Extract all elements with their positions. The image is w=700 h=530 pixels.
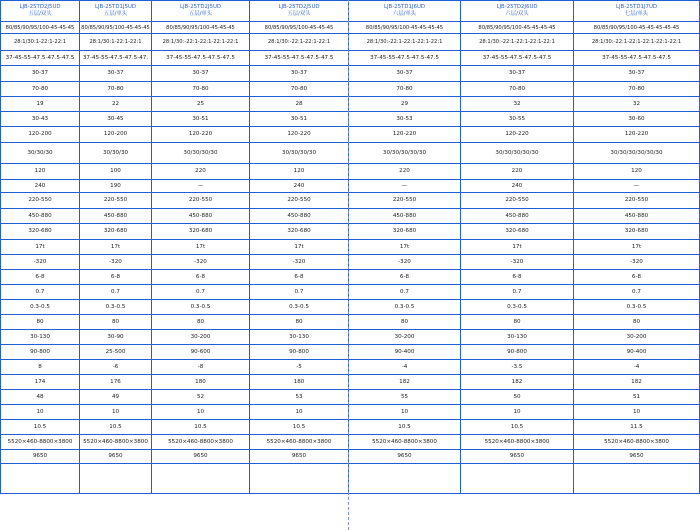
- table-cell[interactable]: 0.3-0.5: [250, 300, 349, 315]
- table-cell[interactable]: 70-80: [250, 82, 349, 97]
- table-cell[interactable]: 80: [574, 315, 700, 330]
- table-cell[interactable]: -320: [461, 255, 574, 270]
- table-cell[interactable]: [461, 464, 574, 494]
- table-cell[interactable]: 80: [152, 315, 250, 330]
- table-cell[interactable]: 28:1/30:-22:1-22:1-22:1-22:1: [461, 34, 574, 51]
- table-cell[interactable]: 30-53: [349, 112, 461, 127]
- table-cell[interactable]: 120-220: [152, 127, 250, 143]
- table-row: [1, 209, 700, 224]
- table-cell[interactable]: 80/85/90/95/100-45-45-45-45: [461, 22, 574, 34]
- table-row: [1, 82, 700, 97]
- model-code: LJB-25TD1J5UD: [94, 4, 137, 10]
- table-cell[interactable]: 120: [574, 164, 700, 180]
- table-cell[interactable]: 5520×460-8800×3800: [250, 435, 349, 450]
- table-cell[interactable]: 220-550: [574, 193, 700, 209]
- table-cell[interactable]: 30-130: [461, 330, 574, 345]
- table-cell[interactable]: 10.5: [1, 420, 80, 435]
- header-cell[interactable]: [461, 1, 574, 22]
- table-cell[interactable]: 180: [250, 375, 349, 390]
- table-cell[interactable]: -320: [80, 255, 152, 270]
- table-cell[interactable]: 30-55: [461, 112, 574, 127]
- table-cell[interactable]: -320: [349, 255, 461, 270]
- table-cell[interactable]: 120-200: [80, 127, 152, 143]
- table-cell[interactable]: 30-37: [152, 66, 250, 82]
- table-cell[interactable]: 6-8: [574, 270, 700, 285]
- model-desc: 五层/双头: [287, 11, 311, 17]
- table-cell[interactable]: 30/30/30/30/30/30: [574, 143, 700, 164]
- table-cell[interactable]: 28:1/30:-22:1-22:1-22:1: [250, 34, 349, 51]
- table-cell[interactable]: 5520×460-8800×3800: [574, 435, 700, 450]
- table-cell[interactable]: 80/85/90/95/100-45-45-45: [250, 22, 349, 34]
- table-cell[interactable]: 180: [152, 375, 250, 390]
- table-cell[interactable]: 450-880: [152, 209, 250, 224]
- table-row: [1, 164, 700, 180]
- table-row: [1, 375, 700, 390]
- table-cell[interactable]: [574, 464, 700, 494]
- header-cell[interactable]: [152, 1, 250, 22]
- table-row: [1, 66, 700, 82]
- table-cell[interactable]: 30/30/30/30/30: [461, 143, 574, 164]
- table-cell[interactable]: 37-45-55-47.5-47.5-47.: [80, 51, 152, 66]
- table-cell[interactable]: -8: [152, 360, 250, 375]
- table-cell[interactable]: 80: [1, 315, 80, 330]
- table-cell[interactable]: 5520×460-8800×3800: [152, 435, 250, 450]
- table-cell[interactable]: 19: [1, 97, 80, 112]
- spec-table-body: [1, 1, 700, 494]
- table-cell[interactable]: 220: [349, 164, 461, 180]
- table-cell[interactable]: 90-600: [152, 345, 250, 360]
- table-cell[interactable]: 30/30/30: [80, 143, 152, 164]
- table-row: [1, 464, 700, 494]
- table-row: [1, 180, 700, 193]
- table-cell[interactable]: 450-880: [461, 209, 574, 224]
- model-desc: 五层/双头: [28, 11, 52, 17]
- table-cell[interactable]: 50: [461, 390, 574, 405]
- table-row: [1, 315, 700, 330]
- table-cell[interactable]: 49: [80, 390, 152, 405]
- table-cell[interactable]: 120-220: [250, 127, 349, 143]
- table-cell[interactable]: 0.3-0.5: [461, 300, 574, 315]
- table-cell[interactable]: 37-45-55-47.5-47.5-47.5: [574, 51, 700, 66]
- table-cell[interactable]: 80/85/90/95/100-45-45-45: [80, 22, 152, 34]
- table-cell[interactable]: [250, 464, 349, 494]
- table-cell[interactable]: 450-880: [250, 209, 349, 224]
- header-cell[interactable]: [574, 1, 700, 22]
- table-cell[interactable]: 6-8: [250, 270, 349, 285]
- table-cell[interactable]: 0.3-0.5: [1, 300, 80, 315]
- table-cell[interactable]: 37-45-55-47.5-47.5-47.5: [349, 51, 461, 66]
- table-cell[interactable]: 220-550: [80, 193, 152, 209]
- table-cell[interactable]: 53: [250, 390, 349, 405]
- table-cell[interactable]: [1, 464, 80, 494]
- table-cell[interactable]: 8: [1, 360, 80, 375]
- table-cell[interactable]: 90-800: [250, 345, 349, 360]
- table-cell[interactable]: 220-550: [250, 193, 349, 209]
- table-cell[interactable]: 5520×460-8800×3800: [80, 435, 152, 450]
- table-cell[interactable]: 10: [461, 405, 574, 420]
- table-cell[interactable]: 37-45-55-47.5-47.5-47.5: [1, 51, 80, 66]
- table-cell[interactable]: 70-80: [574, 82, 700, 97]
- table-cell[interactable]: 182: [349, 375, 461, 390]
- table-cell[interactable]: 5520×460-8800×3800: [349, 435, 461, 450]
- table-cell[interactable]: 70-80: [461, 82, 574, 97]
- table-cell[interactable]: 10.5: [80, 420, 152, 435]
- table-cell[interactable]: 30-60: [574, 112, 700, 127]
- model-desc: 六层/双头: [505, 11, 529, 17]
- table-cell[interactable]: —: [574, 180, 700, 193]
- table-cell[interactable]: 30-37: [574, 66, 700, 82]
- table-row: [1, 390, 700, 405]
- table-cell[interactable]: 30-37: [1, 66, 80, 82]
- table-cell[interactable]: 0.7: [80, 285, 152, 300]
- table-cell[interactable]: 30-43: [1, 112, 80, 127]
- table-cell[interactable]: 0.7: [1, 285, 80, 300]
- table-cell[interactable]: 6-8: [461, 270, 574, 285]
- model-code: LJB-25TD2J5UD: [19, 4, 61, 10]
- table-cell[interactable]: 240: [250, 180, 349, 193]
- table-cell[interactable]: 6-8: [349, 270, 461, 285]
- table-cell[interactable]: 17t: [1, 240, 80, 255]
- table-cell[interactable]: 10: [250, 405, 349, 420]
- table-cell[interactable]: 48: [1, 390, 80, 405]
- table-cell[interactable]: 6-8: [1, 270, 80, 285]
- table-cell[interactable]: 9650: [574, 450, 700, 464]
- model-desc: 六层/单头: [392, 11, 417, 17]
- table-cell[interactable]: 220: [152, 164, 250, 180]
- table-row: [1, 435, 700, 450]
- table-row: [1, 345, 700, 360]
- table-cell[interactable]: 29: [349, 97, 461, 112]
- table-cell[interactable]: 450-880: [1, 209, 80, 224]
- table-cell[interactable]: [349, 464, 461, 494]
- table-row: [1, 270, 700, 285]
- table-row: [1, 22, 700, 34]
- table-row: [1, 193, 700, 209]
- table-row: [1, 450, 700, 464]
- table-cell[interactable]: 240: [1, 180, 80, 193]
- table-cell[interactable]: 28:1/30:1-22:1-22:1: [1, 34, 80, 51]
- table-cell[interactable]: -320: [1, 255, 80, 270]
- table-cell[interactable]: 120-200: [1, 127, 80, 143]
- table-cell[interactable]: -320: [250, 255, 349, 270]
- model-code: LJB-25TD2J5UD: [179, 4, 222, 10]
- table-cell[interactable]: 30-37: [461, 66, 574, 82]
- table-row: [1, 360, 700, 375]
- table-cell[interactable]: 9650: [152, 450, 250, 464]
- table-cell[interactable]: 32: [574, 97, 700, 112]
- table-cell[interactable]: 80/85/90/95/100-45-45-45: [152, 22, 250, 34]
- table-cell[interactable]: 10.5: [461, 420, 574, 435]
- table-cell[interactable]: 90-800: [461, 345, 574, 360]
- table-cell[interactable]: 17t: [574, 240, 700, 255]
- table-cell[interactable]: 10: [152, 405, 250, 420]
- table-cell[interactable]: 9650: [250, 450, 349, 464]
- table-cell[interactable]: 80/85/90/95/100-45-45-45-45-45: [574, 22, 700, 34]
- table-cell[interactable]: 100: [80, 164, 152, 180]
- table-cell[interactable]: 9650: [461, 450, 574, 464]
- table-cell[interactable]: —: [152, 180, 250, 193]
- table-cell[interactable]: —: [349, 180, 461, 193]
- table-cell[interactable]: -320: [152, 255, 250, 270]
- table-cell[interactable]: 5520×460-8800×3800: [1, 435, 80, 450]
- table-cell[interactable]: -5: [250, 360, 349, 375]
- model-desc: 五层/单头: [188, 11, 213, 17]
- table-cell[interactable]: 17t: [250, 240, 349, 255]
- table-row: [1, 405, 700, 420]
- table-row: [1, 300, 700, 315]
- table-row: [1, 285, 700, 300]
- table-cell[interactable]: 320-680: [349, 224, 461, 240]
- table-cell[interactable]: 0.7: [461, 285, 574, 300]
- table-cell[interactable]: 11.5: [574, 420, 700, 435]
- table-cell[interactable]: 240: [461, 180, 574, 193]
- table-cell[interactable]: 22: [80, 97, 152, 112]
- header-cell[interactable]: [80, 1, 152, 22]
- table-row: [1, 34, 700, 51]
- table-cell[interactable]: 320-680: [1, 224, 80, 240]
- table-cell[interactable]: 0.7: [250, 285, 349, 300]
- table-cell[interactable]: 30-51: [250, 112, 349, 127]
- table-cell[interactable]: 30-37: [349, 66, 461, 82]
- header-cell[interactable]: [1, 1, 80, 22]
- table-cell[interactable]: 17t: [80, 240, 152, 255]
- table-cell[interactable]: 30/30/30/30: [152, 143, 250, 164]
- table-cell[interactable]: 28:1/30:1-22:1-22:1: [80, 34, 152, 51]
- table-cell[interactable]: 182: [574, 375, 700, 390]
- table-cell[interactable]: 220-550: [152, 193, 250, 209]
- table-cell[interactable]: 80: [349, 315, 461, 330]
- table-cell[interactable]: 17t: [152, 240, 250, 255]
- table-cell[interactable]: 30-45: [80, 112, 152, 127]
- table-cell[interactable]: 0.3-0.5: [152, 300, 250, 315]
- table-cell[interactable]: 30-51: [152, 112, 250, 127]
- table-cell[interactable]: 450-880: [349, 209, 461, 224]
- table-cell[interactable]: 6-8: [80, 270, 152, 285]
- table-cell[interactable]: 9650: [349, 450, 461, 464]
- table-cell[interactable]: 55: [349, 390, 461, 405]
- table-row: [1, 240, 700, 255]
- table-cell[interactable]: 120-220: [461, 127, 574, 143]
- table-cell[interactable]: 120: [1, 164, 80, 180]
- model-desc: 五层/单头: [103, 11, 128, 17]
- table-cell[interactable]: 70-80: [152, 82, 250, 97]
- table-row: [1, 97, 700, 112]
- table-cell[interactable]: -320: [574, 255, 700, 270]
- table-cell[interactable]: 28: [250, 97, 349, 112]
- table-cell[interactable]: 80: [461, 315, 574, 330]
- table-cell[interactable]: 10: [574, 405, 700, 420]
- table-cell[interactable]: [152, 464, 250, 494]
- header-cell[interactable]: [349, 1, 461, 22]
- table-cell[interactable]: 0.7: [152, 285, 250, 300]
- table-cell[interactable]: 220-550: [1, 193, 80, 209]
- table-cell[interactable]: -3.5: [461, 360, 574, 375]
- table-row: [1, 112, 700, 127]
- table-cell[interactable]: 0.7: [574, 285, 700, 300]
- model-code: LJB-25TD1J6UD: [383, 4, 426, 10]
- table-cell[interactable]: [80, 464, 152, 494]
- table-cell[interactable]: 174: [1, 375, 80, 390]
- table-cell[interactable]: 90-400: [574, 345, 700, 360]
- table-cell[interactable]: 320-680: [80, 224, 152, 240]
- table-cell[interactable]: 80: [80, 315, 152, 330]
- table-cell[interactable]: 28:1/30:-22:1-22:1-22:1-22:1: [152, 34, 250, 51]
- table-cell[interactable]: 0.3-0.5: [80, 300, 152, 315]
- table-cell[interactable]: 30-200: [152, 330, 250, 345]
- table-cell[interactable]: 220-550: [461, 193, 574, 209]
- table-cell[interactable]: 30-130: [250, 330, 349, 345]
- table-cell[interactable]: 80/85/90/95/100-45-45-45-45: [349, 22, 461, 34]
- table-cell[interactable]: 17t: [349, 240, 461, 255]
- table-cell[interactable]: 25-500: [80, 345, 152, 360]
- table-cell[interactable]: 220-550: [349, 193, 461, 209]
- table-cell[interactable]: 10: [1, 405, 80, 420]
- table-cell[interactable]: 320-680: [574, 224, 700, 240]
- table-row: [1, 143, 700, 164]
- table-cell[interactable]: -4: [349, 360, 461, 375]
- table-row: [1, 255, 700, 270]
- table-cell[interactable]: 25: [152, 97, 250, 112]
- table-cell[interactable]: 90-400: [349, 345, 461, 360]
- table-cell[interactable]: 28:1/30:-22:1-22:1-22:1-22:1-22:1: [574, 34, 700, 51]
- table-cell[interactable]: 70-80: [1, 82, 80, 97]
- table-cell[interactable]: -4: [574, 360, 700, 375]
- table-row: [1, 420, 700, 435]
- table-cell[interactable]: 70-80: [80, 82, 152, 97]
- model-desc: 七层/单头: [624, 11, 649, 17]
- table-cell[interactable]: 320-680: [250, 224, 349, 240]
- table-cell[interactable]: 120: [250, 164, 349, 180]
- table-cell[interactable]: 80: [250, 315, 349, 330]
- table-cell[interactable]: 176: [80, 375, 152, 390]
- table-cell[interactable]: 30/30/30/30/30: [349, 143, 461, 164]
- table-cell[interactable]: 30/30/30/30: [250, 143, 349, 164]
- table-cell[interactable]: 70-80: [349, 82, 461, 97]
- table-cell[interactable]: 0.3-0.5: [574, 300, 700, 315]
- table-cell[interactable]: 0.7: [349, 285, 461, 300]
- table-cell[interactable]: 28:1/30:-22:1-22:1-22:1-22:1: [349, 34, 461, 51]
- table-cell[interactable]: 120-220: [574, 127, 700, 143]
- table-cell[interactable]: 6-8: [152, 270, 250, 285]
- table-cell[interactable]: 320-680: [461, 224, 574, 240]
- table-cell[interactable]: 450-880: [80, 209, 152, 224]
- table-cell[interactable]: 30-90: [80, 330, 152, 345]
- table-cell[interactable]: 30-37: [250, 66, 349, 82]
- table-cell[interactable]: 10: [349, 405, 461, 420]
- table-cell[interactable]: 450-880: [574, 209, 700, 224]
- model-code: LJB-25TD2J5UD: [278, 4, 320, 10]
- table-cell[interactable]: 0.3-0.5: [349, 300, 461, 315]
- table-cell[interactable]: 90-800: [1, 345, 80, 360]
- table-cell[interactable]: 30-37: [80, 66, 152, 82]
- table-cell[interactable]: 182: [461, 375, 574, 390]
- model-code: LJB-25TD2J6UD: [496, 4, 538, 10]
- table-cell[interactable]: 220: [461, 164, 574, 180]
- table-header-row: [1, 1, 700, 22]
- table-cell[interactable]: 17t: [461, 240, 574, 255]
- table-cell[interactable]: 52: [152, 390, 250, 405]
- table-cell[interactable]: 10.5: [250, 420, 349, 435]
- table-cell[interactable]: 51: [574, 390, 700, 405]
- table-row: [1, 330, 700, 345]
- table-cell[interactable]: 10.5: [349, 420, 461, 435]
- table-cell[interactable]: 37-45-55-47.5-47.5-47.5: [250, 51, 349, 66]
- table-cell[interactable]: -6: [80, 360, 152, 375]
- table-cell[interactable]: 9650: [80, 450, 152, 464]
- table-cell[interactable]: 80/85/90/95/100-45-45-45: [1, 22, 80, 34]
- table-cell[interactable]: 320-680: [152, 224, 250, 240]
- table-cell[interactable]: 30/30/30: [1, 143, 80, 164]
- table-cell[interactable]: 10.5: [152, 420, 250, 435]
- table-cell[interactable]: 37-45-55-47.5-47.5-47.5: [461, 51, 574, 66]
- table-row: [1, 224, 700, 240]
- table-cell[interactable]: 5520×460-8800×3800: [461, 435, 574, 450]
- model-code: LJB-25TD1J7UD: [615, 4, 658, 10]
- table-cell[interactable]: 32: [461, 97, 574, 112]
- table-cell[interactable]: 120-220: [349, 127, 461, 143]
- header-cell[interactable]: [250, 1, 349, 22]
- table-cell[interactable]: 10: [80, 405, 152, 420]
- table-cell[interactable]: 30-200: [349, 330, 461, 345]
- table-row: [1, 127, 700, 143]
- table-cell[interactable]: 37-45-55-47.5-47.5-47.5: [152, 51, 250, 66]
- table-cell[interactable]: 190: [80, 180, 152, 193]
- table-cell[interactable]: 30-130: [1, 330, 80, 345]
- table-cell[interactable]: 9650: [1, 450, 80, 464]
- table-row: [1, 51, 700, 66]
- table-cell[interactable]: 30-200: [574, 330, 700, 345]
